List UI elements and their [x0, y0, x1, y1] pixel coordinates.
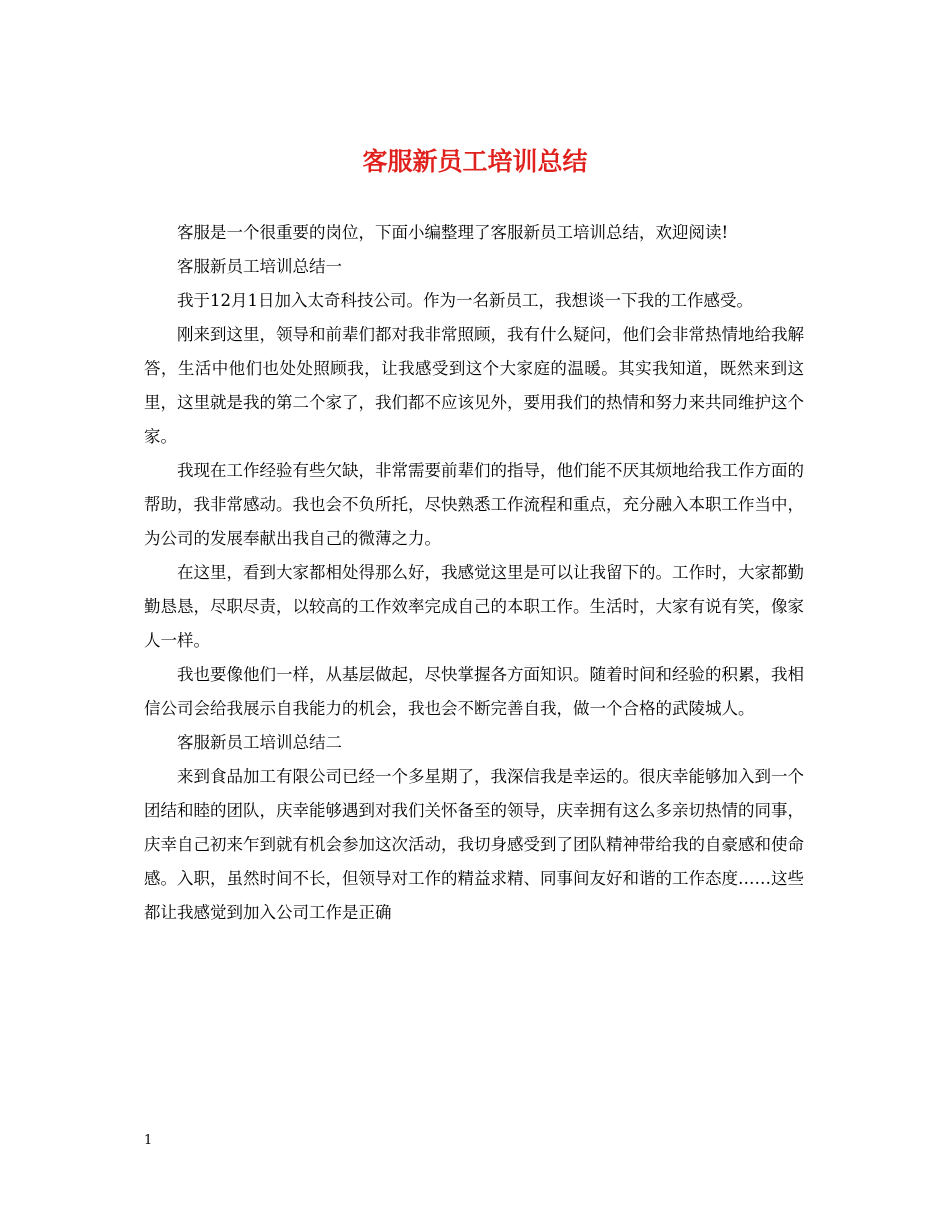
- paragraph: 我也要像他们一样，从基层做起，尽快掌握各方面知识。随着时间和经验的积累，我相信公司会给我展示自我能力的机会，我也会不断完善自我，做一个合格的武陵城人。: [144, 665, 804, 718]
- section-heading-2: 客服新员工培训总结二: [177, 733, 342, 752]
- paragraph: 我于12月1日加入太奇科技公司。作为一名新员工，我想谈一下我的工作感受。: [177, 291, 753, 310]
- document-title: 客服新员工培训总结: [362, 147, 588, 176]
- page-number: 1: [144, 1133, 153, 1148]
- paragraph: 我现在工作经验有些欠缺，非常需要前辈们的指导，他们能不厌其烦地给我工作方面的帮助，我非常感动。我也会不负所托，尽快熟悉工作流程和重点，充分融入本职工作当中，为公司的发展奉献出我自己的微薄之力。: [144, 461, 804, 548]
- paragraph-intro: 客服是一个很重要的岗位，下面小编整理了客服新员工培训总结，欢迎阅读!: [177, 223, 729, 242]
- paragraph: 刚来到这里，领导和前辈们都对我非常照顾，我有什么疑问，他们会非常热情地给我解答，生活中他们也处处照顾我，让我感受到这个大家庭的温暖。其实我知道，既然来到这里，这里就是我的第二个家了，我们都不应该见外，要用我们的热情和努力来共同维护这个家。: [144, 325, 804, 446]
- paragraph: 来到食品加工有限公司已经一个多星期了，我深信我是幸运的。很庆幸能够加入到一个团结和睦的团队，庆幸能够遇到对我们关怀备至的领导，庆幸拥有这么多亲切热情的同事，庆幸自己初来乍到就有机会参加这次活动，我切身感受到了团队精神带给我的自豪感和使命感。入职，虽然时间不长，但领导对工作的精益求精、同事间友好和谐的工作态度……这些都让我感觉到加入公司工作是正确: [144, 767, 804, 922]
- document-body: [144, 216, 804, 930]
- section-heading-1: 客服新员工培训总结一: [177, 257, 342, 276]
- paragraph: 在这里，看到大家都相处得那么好，我感觉这里是可以让我留下的。工作时，大家都勤勤恳恳，尽职尽责，以较高的工作效率完成自己的本职工作。生活时，大家有说有笑，像家人一样。: [144, 563, 804, 650]
